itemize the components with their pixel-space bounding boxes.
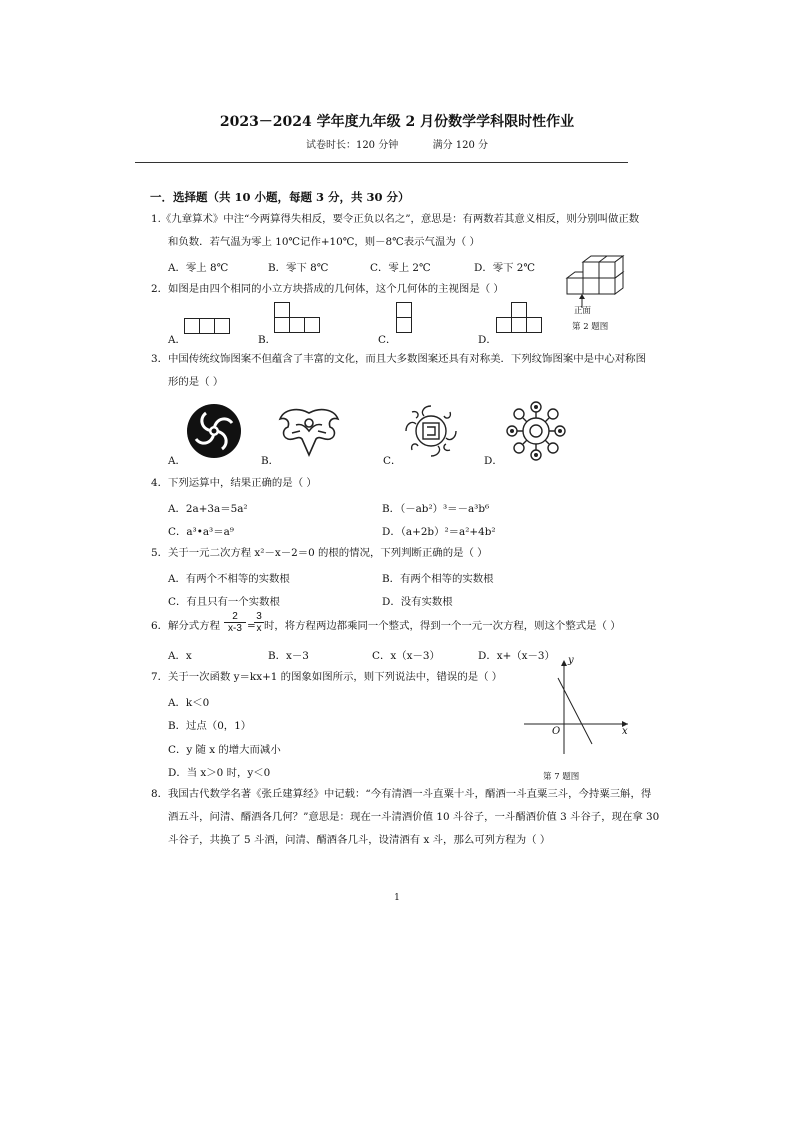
- q7-option-a: A．k＜0: [168, 697, 210, 709]
- q4-option-c: C．a³•a³＝a⁹: [168, 526, 234, 538]
- q3-option-b-pattern: [276, 403, 342, 459]
- q5-line1: 5．关于一元二次方程 x²－x－2＝0 的根的情况，下列判断正确的是（ ）: [151, 547, 488, 559]
- q7-option-b: B．过点（0，1）: [168, 720, 252, 732]
- q3-option-c-pattern: [402, 402, 460, 460]
- q6-prefix: 6．解分式方程: [151, 620, 220, 632]
- q5-option-c: C．有且只有一个实数根: [168, 596, 280, 608]
- q1-option-a: A．零上 8℃: [168, 262, 229, 274]
- q3-option-a: A．: [168, 455, 186, 467]
- q7-line1: 7．关于一次函数 y＝kx+1 的图象如图所示，则下列说法中，错误的是（ ）: [151, 671, 503, 683]
- q8-line3: 斗谷子，共换了 5 斗酒，问清、醑酒各几斗，设清酒有 x 斗，那么可列方程为（ ）: [168, 834, 551, 846]
- q2-figure-caption: 第 2 题图: [572, 322, 609, 332]
- q2-option-d-figure: [496, 302, 546, 336]
- q7-axis-y-label: y: [568, 655, 574, 666]
- q3-option-b: B．: [261, 455, 280, 467]
- q7-function-graph: [520, 656, 632, 756]
- q6-option-a: A．x: [168, 650, 192, 662]
- q6-fraction-left: [224, 611, 246, 634]
- q7-axis-x-label: x: [622, 726, 628, 737]
- exam-duration: 试卷时长：120 分钟: [305, 140, 399, 151]
- q1-line2: 和负数．若气温为零上 10℃记作+10℃，则－8℃表示气温为（ ）: [168, 236, 480, 248]
- q6-option-c: C．x（x－3）: [372, 650, 440, 662]
- section-heading: 一．选择题（共 10 小题，每题 3 分，共 30 分）: [150, 190, 410, 204]
- exam-full-score: 满分 120 分: [432, 140, 489, 151]
- q6-equals: =: [247, 620, 256, 632]
- q3-line2: 形的是（ ）: [168, 376, 224, 388]
- q7-figure-caption: 第 7 题图: [543, 772, 580, 782]
- q6-frac1-numerator: 2: [232, 611, 238, 622]
- q2-option-a: A．: [168, 334, 186, 346]
- q5-option-d: D．没有实数根: [382, 596, 453, 608]
- q6-option-b: B．x－3: [268, 650, 309, 662]
- q2-solid-figure: [562, 250, 642, 310]
- q2-option-b: B．: [258, 334, 277, 346]
- exam-info: [0, 136, 794, 151]
- q4-option-a: A．2a+3a＝5a²: [168, 503, 248, 515]
- q8-line2: 酒五斗，问清、醑酒各几何？”意思是：现在一斗清酒价值 10 斗谷子，一斗醑酒价值 3 斗谷子，现在拿 30: [168, 811, 660, 823]
- q6-suffix: 时，将方程两边都乘同一个整式，得到一个一元一次方程，则这个整式是（ ）: [264, 620, 621, 632]
- q6-frac2-numerator: 3: [256, 611, 262, 622]
- q2-option-a-figure: [184, 318, 232, 336]
- q5-option-a: A．有两个不相等的实数根: [168, 573, 290, 585]
- q2-option-c: C．: [378, 334, 397, 346]
- q1-option-c: C．零上 2℃: [370, 262, 431, 274]
- q3-option-d: D．: [484, 455, 503, 467]
- q2-front-label: 正面: [574, 306, 592, 316]
- q7-option-c: C．y 随 x 的增大而减小: [168, 744, 281, 756]
- q3-option-d-pattern: [504, 399, 568, 463]
- q1-option-d: D．零下 2℃: [474, 262, 536, 274]
- q6-fraction-right: [254, 611, 264, 634]
- q3-option-c: C．: [383, 455, 402, 467]
- q6-option-d: D．x+（x－3）: [478, 650, 555, 662]
- page-number: 1: [394, 893, 400, 903]
- q7-origin-label: O: [552, 726, 561, 737]
- page-title: 2023－2024 学年度九年级 2 月份数学学科限时性作业: [219, 114, 575, 130]
- q3-option-a-pattern: [186, 403, 242, 459]
- q2-option-d: D．: [478, 334, 497, 346]
- q5-option-b: B．有两个相等的实数根: [382, 573, 494, 585]
- q6-frac2-denominator: x: [254, 622, 264, 634]
- q2-option-b-figure: [274, 302, 324, 336]
- q4-option-b: B．（－ab²）³＝－a³b⁶: [382, 503, 490, 515]
- q2-line1: 2．如图是由四个相同的小立方块搭成的几何体，这个几何体的主视图是（ ）: [151, 283, 504, 295]
- q3-line1: 3．中国传统纹饰图案不但蕴含了丰富的文化，而且大多数图案还具有对称美．下列纹饰图案中是中心对称图: [151, 353, 646, 365]
- q2-option-c-figure: [396, 302, 414, 336]
- q6-frac1-denominator: x-3: [224, 622, 246, 634]
- header-divider: [135, 162, 628, 163]
- q4-line1: 4．下列运算中，结果正确的是（ ）: [151, 477, 317, 489]
- q7-option-d: D．当 x＞0 时，y＜0: [168, 767, 271, 779]
- q8-line1: 8．我国古代数学名著《张丘建算经》中记载：“今有清酒一斗直粟十斗，醑酒一斗直粟三斗，今持粟三斛，得: [151, 788, 652, 800]
- q1-option-b: B．零下 8℃: [268, 262, 329, 274]
- q1-line1: 1.《九章算术》中注“今两算得失相反，要令正负以名之”，意思是：有两数若其意义相反，则分别叫做正数: [151, 213, 640, 225]
- q4-option-d: D．（a+2b）²＝a²+4b²: [382, 526, 496, 538]
